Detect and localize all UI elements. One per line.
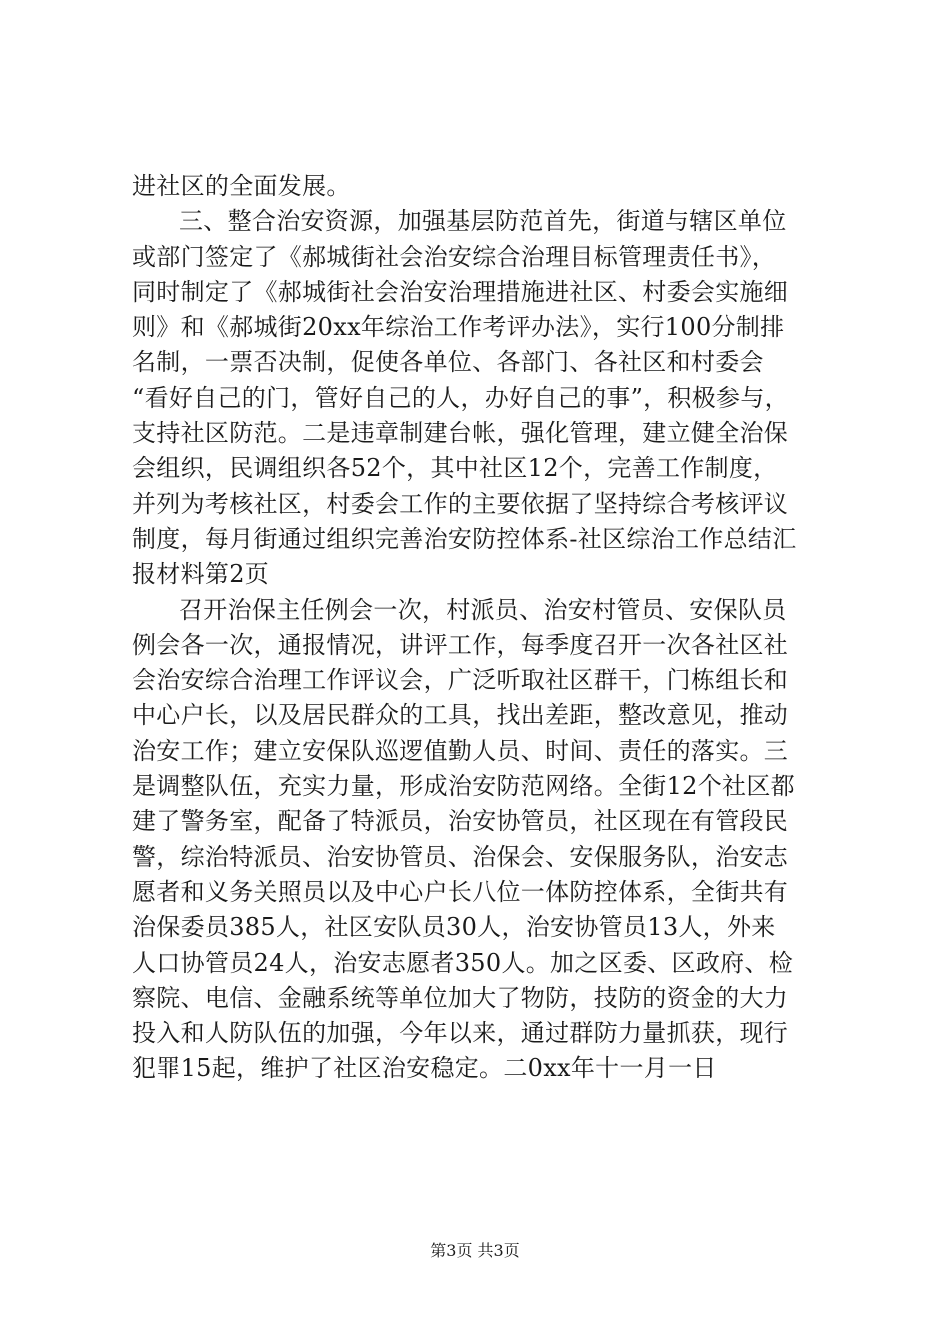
text-line: 愿者和义务关照员以及中心户长八位一体防控体系，全街共有	[132, 877, 789, 906]
text-line: 中心户长，以及居民群众的工具，找出差距，整改意见，推动	[132, 701, 789, 730]
text-line: 治保委员385人，社区安队员30人，治安协管员13人，外来	[132, 913, 776, 942]
text-line: 例会各一次，通报情况，讲评工作，每季度召开一次各社区社	[132, 630, 789, 659]
paragraph-start-line: 召开治保主任例会一次，村派员、治安村管员、安保队员	[179, 595, 787, 624]
text-line: 是调整队伍，充实力量，形成治安防范网络。全街12个社区都	[132, 772, 795, 801]
text-line: 则》和《郝城街20xx年综治工作考评办法》，实行100分制排	[132, 313, 785, 342]
text-line: 会治安综合治理工作评议会，广泛听取社区群干，门栋组长和	[132, 666, 789, 695]
text-line: 进社区的全面发展。	[132, 172, 351, 200]
document-body	[132, 169, 832, 1087]
text-line: 报材料第2页	[132, 560, 270, 589]
text-line: 警，综治特派员、治安协管员、治保会、安保服务队，治安志	[132, 842, 789, 871]
text-line: 名制，一票否决制，促使各单位、各部门、各社区和村委会	[132, 348, 764, 377]
text-line: 并列为考核社区，村委会工作的主要依据了坚持综合考核评议	[132, 489, 789, 518]
paragraph-start-line: 三、整合治安资源，加强基层防范首先，街道与辖区单位	[179, 207, 787, 236]
text-line: 或部门签定了《郝城街社会治安综合治理目标管理责任书》，	[132, 242, 777, 271]
text-line: 犯罪15起，维护了社区治安稳定。二0xx年十一月一日	[132, 1054, 717, 1083]
text-line: 支持社区防范。二是违章制建台帐，强化管理，建立健全治保	[132, 419, 789, 448]
text-line: 同时制定了《郝城街社会治安治理措施进社区、村委会实施细	[132, 277, 789, 306]
text-line: 人口协管员24人，治安志愿者350人。加之区委、区政府、检	[132, 948, 794, 977]
text-line: 投入和人防队伍的加强，今年以来，通过群防力量抓获，现行	[132, 1019, 789, 1048]
text-line: 建了警务室，配备了特派员，治安协管员，社区现在有管段民	[132, 807, 789, 836]
text-line: 会组织，民调组织各52个，其中社区12个，完善工作制度，	[132, 454, 778, 483]
text-line: 察院、电信、金融系统等单位加大了物防，技防的资金的大力	[132, 983, 789, 1012]
text-line: 治安工作；建立安保队巡逻值勤人员、时间、责任的落实。三	[132, 736, 789, 765]
text-line: “看好自己的门，管好自己的人，办好自己的事”，积极参与，	[132, 383, 789, 412]
page-number-footer: 第3页 共3页	[430, 1241, 520, 1260]
text-line: 制度，每月街通过组织完善治安防控体系-社区综治工作总结汇	[132, 524, 797, 553]
